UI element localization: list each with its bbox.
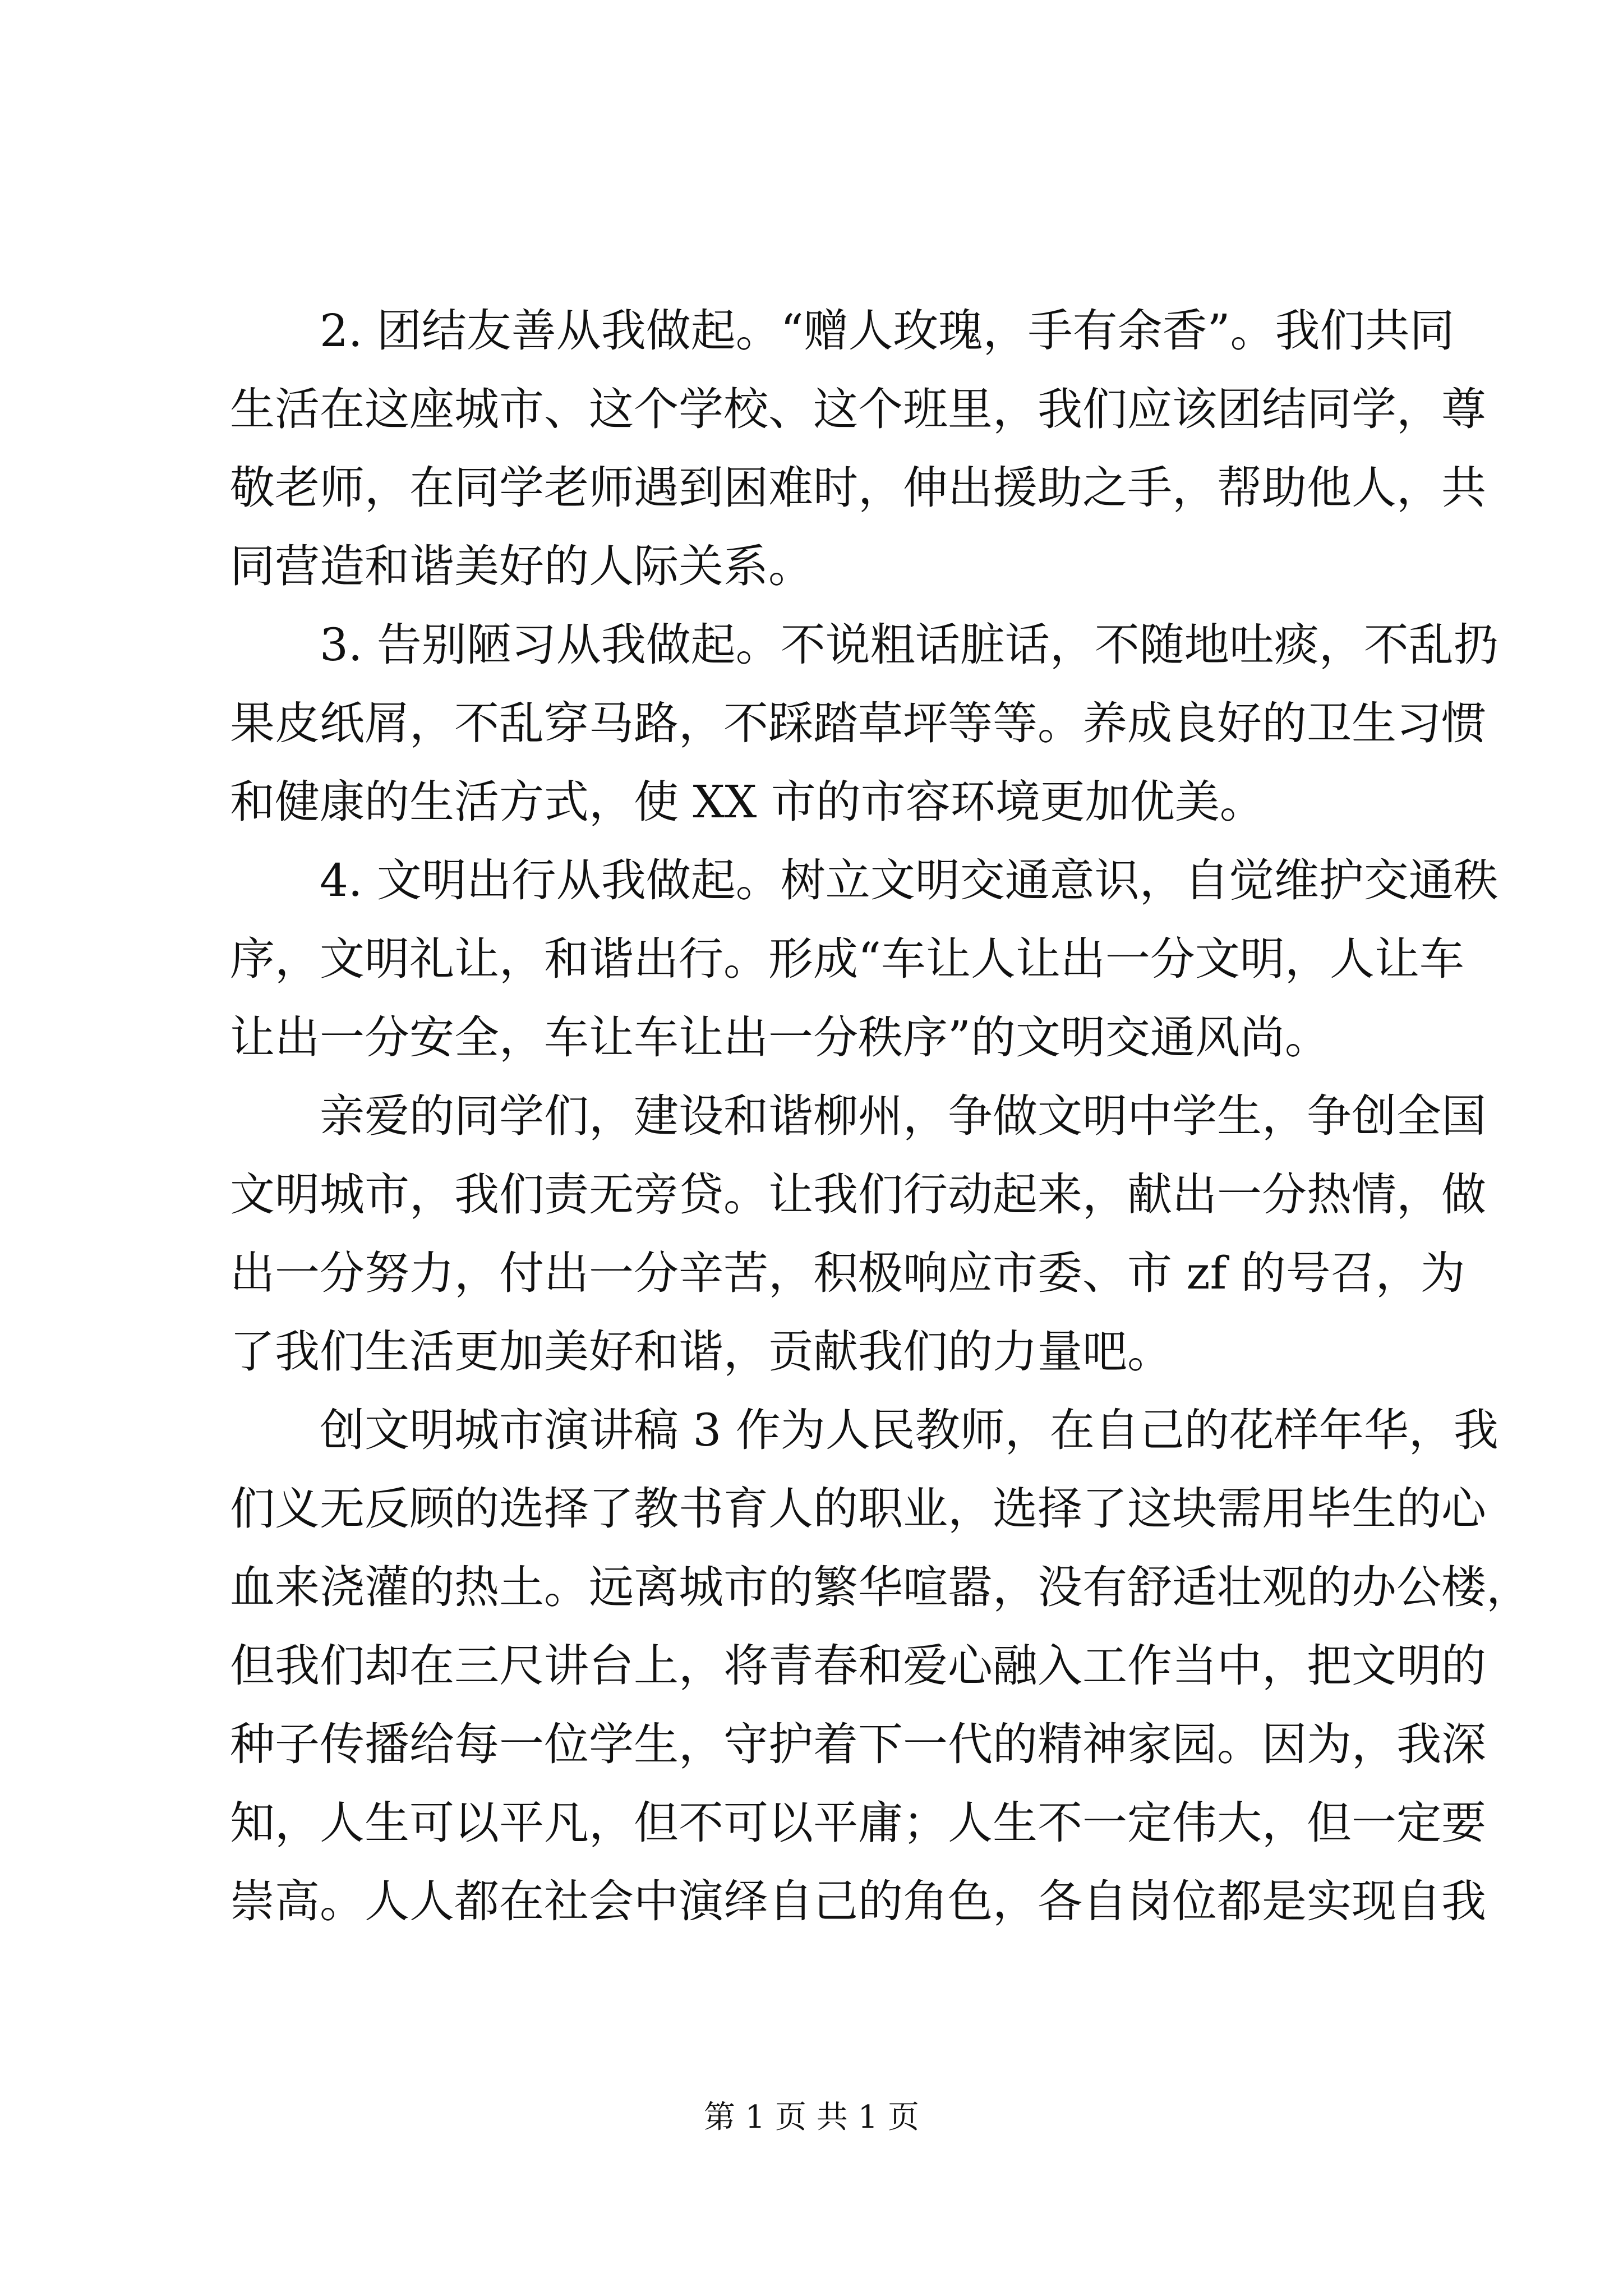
text-line: 出一分努力，付出一分辛苦，积极响应市委、市 zf 的号召，为 — [230, 1247, 1465, 1299]
text-line: 4. 文明出行从我做起。树立文明交通意识，自觉维护交通秩 — [320, 854, 1498, 907]
text-line: 序，文明礼让，和谐出行。形成“车让人让出一分文明，人让车 — [230, 933, 1464, 985]
paragraph-item-3 — [230, 606, 1498, 841]
text-line: 让出一分安全，车让车让出一分秩序”的文明交通风尚。 — [230, 1011, 1330, 1064]
document-body — [230, 292, 1531, 1941]
text-line: 但我们却在三尺讲台上，将青春和爱心融入工作当中，把文明的 — [230, 1640, 1486, 1692]
paragraph-item-4 — [230, 841, 1498, 1077]
paragraph-appeal — [230, 1077, 1486, 1391]
text-line: 文明城市，我们责无旁贷。让我们行动起来，献出一分热情，做 — [230, 1168, 1486, 1221]
text-line: 亲爱的同学们，建设和谐柳州，争做文明中学生，争创全国 — [320, 1090, 1486, 1142]
text-line: 3. 告别陋习从我做起。不说粗话脏话，不随地吐痰，不乱扔 — [320, 619, 1498, 671]
text-line: 2. 团结友善从我做起。“赠人玫瑰，手有余香”。我们共同 — [320, 305, 1455, 357]
text-line: 种子传播给每一位学生，守护着下一代的精神家园。因为，我深 — [230, 1718, 1486, 1770]
paragraph-item-2 — [230, 292, 1486, 606]
text-line: 生活在这座城市、这个学校、这个班里，我们应该团结同学，尊 — [230, 383, 1486, 435]
text-line: 敬老师，在同学老师遇到困难时，伸出援助之手，帮助他人，共 — [230, 462, 1486, 514]
text-line: 创文明城市演讲稿 3 作为人民教师，在自己的花样年华，我 — [320, 1404, 1498, 1456]
text-line: 了我们生活更加美好和谐，贡献我们的力量吧。 — [230, 1326, 1172, 1378]
text-line: 们义无反顾的选择了教书育人的职业，选择了这块需用毕生的心 — [230, 1483, 1486, 1535]
text-line: 和健康的生活方式，使 XX 市的市容环境更加优美。 — [230, 776, 1265, 828]
paragraph-speech-3 — [230, 1391, 1531, 1941]
text-line: 果皮纸屑，不乱穿马路，不踩踏草坪等等。养成良好的卫生习惯 — [230, 697, 1486, 749]
text-line: 知，人生可以平凡，但不可以平庸；人生不一定伟大，但一定要 — [230, 1797, 1486, 1849]
text-line: 血来浇灌的热土。远离城市的繁华喧嚣，没有舒适壮观的办公楼， — [230, 1561, 1531, 1613]
text-line: 崇高。人人都在社会中演绎自己的角色，各自岗位都是实现自我 — [230, 1875, 1486, 1927]
page-footer: 第 1 页 共 1 页 — [703, 2099, 920, 2136]
text-line: 同营造和谐美好的人际关系。 — [230, 540, 813, 592]
